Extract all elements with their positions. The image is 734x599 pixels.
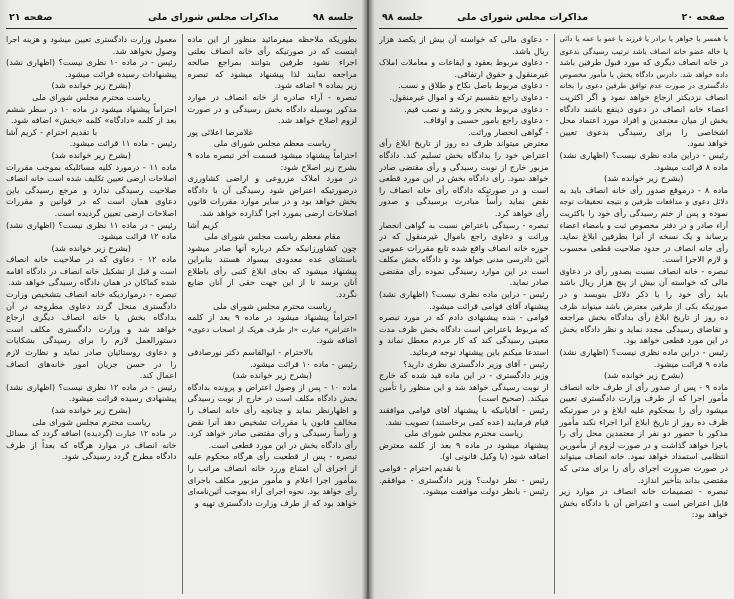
centered-heading — [560, 173, 729, 185]
text-line: - دعاوی مربوط بعقود و ایقاعات و معاملات املاک — [379, 58, 549, 68]
text-line: با تقدیم احترام - قوامی — [379, 462, 461, 473]
text-line: اینست که در صورتیکه رأی خانه انصاف بعلتی — [187, 45, 357, 56]
text-line: بعد از کلمه «دادگاه» کلمه «بخش» اضافه شود. — [10, 115, 177, 126]
column-right — [554, 34, 729, 594]
text-line: آنان برسد تا از این جهت حقی از آنان ضایع — [187, 277, 357, 288]
text-line: داده خواهد شد. دادرس دادگاه بخش یا مأمور مخصوص — [559, 69, 728, 79]
text-line: معمول وزارت دادگستری تعیین میشود و هزینه اجرا — [6, 35, 177, 44]
text-line: (بشرح زیر خوانده شد) — [51, 149, 131, 160]
page-number: صفحه ۲۰ — [681, 11, 725, 23]
page-left — [0, 0, 362, 599]
text-line: اصلاحات ارضی بمورد اجرا گذارده خواهد شد. — [199, 207, 357, 218]
paragraph — [379, 80, 549, 92]
text-line: رئیس - بانظر دولت موافقت میشود. — [422, 486, 549, 497]
text-line: اعتراض خود را بدادگاه بخش تسلیم کند. دادگاه — [379, 149, 549, 160]
text-line: دلائل دعوی و مدافعات طرفین و نتیجه تحقیقات توجه — [559, 197, 728, 207]
text-line: رئیس - دراین ماده نظری نیست؟ (اظهاری نشد) — [559, 347, 728, 358]
text-line: با تقدیم احترام - کریم آشا — [6, 126, 98, 137]
centered-heading — [379, 428, 549, 440]
text-line: از اجرای آن امتناع ورزد خانه انصاف مراتب را — [187, 462, 357, 473]
text-line: اضافه شود. — [316, 335, 357, 346]
paragraph — [6, 162, 177, 220]
text-line: مذکور با حضور دو نفر از معتمدین محل رأی را — [559, 428, 728, 439]
text-line: خواهد نمود. رأی دادگاه بخش در این مورد قطعی — [379, 173, 549, 184]
text-line: است در این موارد رسیدگی نموده رأی مقتضی — [379, 265, 549, 276]
paragraph — [188, 382, 358, 452]
running-title: مذاکرات مجلس شورای ملی — [148, 11, 279, 23]
text-line: میکند. (صحیح است) — [477, 393, 549, 404]
text-line: ریاست معظم مجلس شورای ملی — [213, 138, 331, 149]
text-line: - دعاوی مالی که خواسته آن بیش از یکصد هزار — [379, 34, 549, 44]
text-line: رأی خواهد کرد. — [494, 207, 549, 218]
centered-heading — [6, 92, 177, 104]
paragraph — [188, 451, 358, 509]
text-line: (بشرح زیر خوانده شد) — [51, 405, 131, 415]
text-line: احتراماً پیشنهاد میشود در ماده ۱۰ در سطر ششم — [6, 104, 177, 114]
paragraph — [6, 428, 177, 463]
text-line: انتظامی استمداد خواهد نمود. خانه انصاف میتواند — [559, 452, 728, 462]
text-line: - دعاوی راجع بامور حسبی و اوقاف. — [423, 115, 549, 126]
signature-line — [188, 347, 358, 359]
text-line: رئیس - ماده ۱۱ قرائت میشود. — [69, 138, 177, 149]
text-line: مالی که خواسته آن بیش از پنج هزار ریال باشد — [559, 277, 728, 288]
column-left — [379, 34, 554, 594]
paragraph — [379, 92, 549, 104]
signature-line — [6, 127, 177, 139]
text-line: دادگستری منحل گردد دعاوی مطروحه در آن — [6, 300, 177, 311]
text-line: کریم آشا — [187, 219, 219, 230]
running-title: مذاکرات مجلس شورای ملی — [457, 11, 588, 23]
text-line: مقام معظم ریاست مجلس شورای ملی — [204, 231, 341, 242]
text-line: ریاست محترم مجلس شورای ملی — [32, 416, 151, 427]
paragraph — [6, 289, 177, 382]
page-number: صفحه ۲۱ — [9, 11, 53, 23]
text-line: مأمور اجرا که از طرف وزارت دادگستری تعیین — [559, 393, 728, 404]
text-line: در صورت ضرورت اجرای رأی را برای مدتی که — [559, 462, 728, 473]
session-number: جلسه ۹۸ — [382, 11, 424, 23]
paragraph — [379, 440, 549, 463]
centered-heading — [6, 243, 177, 255]
text-line: رأی خانه انصاف در حدود صلاحیت قطعی محسوب — [559, 243, 728, 253]
paragraph — [6, 104, 177, 127]
text-line: خواهد بود که از طرف وزارت دادگستری تهیه و — [194, 497, 357, 508]
text-line: رئیس - ماده ۱۰ قرائت میشود. — [250, 358, 357, 369]
text-line: زیر بماده ۹ اضافه شود. — [274, 80, 357, 91]
text-line: احتراماً پیشنهاد میشود در ماده ۹ بعد از کلمه — [187, 312, 357, 323]
text-line: رئیس - در ماده ۱۱ نظری نیست؟ (اظهاری نشد) — [6, 219, 177, 230]
centered-heading — [6, 405, 177, 417]
text-line: ماده ۸ قرائت میشود. — [653, 161, 728, 172]
text-line: - دعاوی راجع بتقسیم ترکه و اموال غیرمنقول. — [389, 91, 549, 102]
text-line: رئیس - دراین ماده نظری نیست؟ (اظهاری نشد) — [559, 149, 728, 160]
text-line: مقتضی بداند بتأخیر اندازد. — [637, 474, 728, 485]
paragraph — [560, 486, 729, 521]
text-line: بطوریکه ملاحظه میفرمائید منظور از این ماده — [187, 34, 357, 44]
text-line: مزبور خارج از نوبت رسیدگی و رأی مقتضی صادر — [379, 162, 549, 172]
signature-line — [188, 220, 358, 232]
paragraph — [379, 405, 549, 428]
header-inner — [148, 12, 354, 23]
paragraph — [560, 382, 729, 486]
paragraph — [6, 382, 177, 405]
centered-heading — [188, 231, 358, 243]
text-columns — [379, 34, 728, 594]
paragraph — [188, 312, 358, 347]
text-line: حوزه خانه انصاف واقع شده تابع مقررات عمومی — [379, 242, 549, 253]
text-line: - دعاوی مربوط بحجر و رشد و نصب قیم. — [404, 103, 549, 114]
text-line: ماده ۱۱ - درمورد کلیه مسائلیکه بموجب مقررات — [6, 161, 177, 172]
text-line: قابل اعتراض است و اعتراض آن با دادگاه بخش — [559, 497, 728, 508]
text-line: را در حسن جریان امور خانه‌های انصاف — [6, 358, 177, 369]
text-line: رئیس - در ماده ۱۰ نظری نیست؟ (اظهاری نشد) — [6, 57, 177, 68]
centered-heading — [188, 370, 358, 382]
text-line: وزیر دادگستری - در این ماده قید شده که خارج — [379, 370, 549, 381]
text-line: ریاست محترم مجلس شورای ملی — [404, 428, 523, 439]
text-line: - دعاوی مربوط باصل نکاح و طلاق و نسب. — [397, 80, 549, 91]
paragraph — [188, 359, 358, 371]
text-line: خواهد شد و وزارت دادگستری مکلف است — [6, 323, 177, 334]
paragraph — [379, 57, 549, 80]
page-right — [374, 0, 734, 599]
paragraph — [379, 312, 549, 358]
text-line: پیشنهاد میشود که بجای ابلاغ کتبی رأی باطلاع — [187, 265, 357, 276]
text-line: شده کماکان در همان دادگاه رسیدگی خواهد شد. — [8, 277, 177, 288]
text-line: ماده ۹ قرائت میشود. — [653, 358, 728, 369]
text-line: و دعاوی روستائیان صادر نماید و نظارت لازم — [6, 347, 177, 358]
text-line: صلاحیت رسیدگی ندارد و مرجع رسیدگی باین — [6, 184, 177, 195]
text-line: اصلاحات ارضی تعیین گردیده است. — [54, 207, 177, 218]
text-line: چون کشاورزانیکه حکم درباره آنها صادر میشود — [187, 242, 357, 253]
paragraph — [379, 475, 549, 498]
text-line: در مورد املاک مزروعی و اراضی کشاورزی — [187, 173, 357, 184]
text-line: ریال باشد. — [512, 45, 549, 56]
paragraph — [6, 138, 177, 150]
text-line: اعضاء خانه انصاف در دعوی ذینفع باشند دادگاه — [559, 103, 728, 114]
column-left — [6, 34, 182, 594]
text-line: صورتیکه یکی از طرفین معترض باشد میتواند ظرف — [559, 301, 728, 311]
text-line: تبصره - خانه انصاف نسبت بصدور رأی در دعاوی — [559, 266, 728, 276]
text-line: - گواهی انحصار وراثت. — [468, 126, 549, 137]
text-line: پیشنهاد آقای قوامی قرائت میشود. — [429, 300, 549, 311]
paragraph — [379, 127, 549, 139]
text-line: ریاست محترم مجلس شورای ملی — [213, 300, 332, 311]
text-line: آئین دادرسی مدنی خواهد بود و دادگاه بخش مکلف — [379, 255, 549, 265]
centered-heading — [188, 301, 358, 313]
text-line: معینی رسیدگی کند که کار مردم معطل نماند و — [379, 335, 549, 346]
text-line: در خانه انصاف دیگری که مورد قبول طرفین باشد — [559, 58, 728, 68]
text-line: یا خاله عضو خانه انصاف باشد ترتیب رسیدگی بدعوی — [559, 46, 728, 56]
text-line: از نوبت رسیدگی خواهد شد و این منظور را تأمین — [379, 382, 549, 392]
text-line: و لازم الاجرا است. — [662, 254, 728, 265]
text-line: غلامرضا اعلائی پور — [187, 126, 253, 137]
text-line: رئیس - نظر دولت؟ وزیر دادگستری - موافقم. — [379, 474, 549, 485]
text-line: رئیس - آقای وزیر دادگستری نظری دارید؟ — [403, 358, 549, 369]
text-line: اشخاصی را برای رسیدگی بدعوی تعیین — [559, 126, 728, 137]
text-line: تبصره - تصمیمات خانه انصاف در موارد زیر — [559, 486, 728, 497]
text-line: اعمال کند. — [139, 370, 177, 381]
paragraph — [6, 57, 177, 80]
centered-heading — [6, 150, 177, 162]
text-line: (بشرح زیر خوانده شد) — [232, 370, 312, 381]
text-line: رئیس - در ماده ۱۲ نظری نیست؟ (اظهاری نشد) — [6, 381, 177, 392]
paragraph — [379, 104, 549, 116]
text-line: بشرح زیر اصلاح شود: — [280, 161, 357, 172]
text-line: صادر نماید. — [509, 277, 549, 288]
paragraph — [560, 150, 729, 173]
text-line: نموده و پس از ختم رسیدگی رأی خود را باکثریت — [559, 208, 728, 218]
text-line: خانه انصاف در موارد هرگاه که بعداً از طرف — [6, 439, 177, 450]
centered-heading — [188, 138, 358, 150]
text-line: نقض نماید رأساً مبادرت برسیدگی و صدور — [379, 196, 549, 207]
text-line: میشود رأی را بمحکوم علیه ابلاغ و در صورتیکه — [559, 405, 728, 415]
text-line: در ماده ۱۲ عبارت (گردیده) اضافه گردد که مسائل — [6, 429, 177, 439]
paragraph — [560, 185, 729, 266]
text-line: دعاوی همان است که در قوانین و مقررات — [6, 196, 177, 207]
text-line: ریاست محترم مجلس شورای ملی — [32, 91, 151, 102]
text-line: است و قبل از تشکیل خانه انصاف در دادگاه اقامه — [6, 266, 177, 276]
text-line: و تقاضای رسیدگی مجدد نماید و نظر دادگاه بخش — [559, 324, 728, 334]
paragraph — [188, 34, 358, 92]
paragraph — [379, 138, 549, 219]
text-line: درصورتیکه اعتراض شود رسیدگی آن با دادگاه — [187, 184, 357, 195]
centered-heading — [6, 417, 177, 429]
text-line: رئیس - آقایانیکه با پیشنهاد آقای قوامی موافقند — [379, 405, 549, 415]
text-line: رأی دادگاه بخش در این مورد قطعی است. — [208, 439, 357, 450]
text-line: رئیس - دراین ماده نظری نیست؟ (اظهاری نشد) — [379, 289, 549, 300]
text-line: قیام فرمایند (عده کمی برخاستند) تصویب نشد. — [385, 416, 549, 427]
text-line: مذکور بوسیله دادگاه بخش رسیدگی و در صورت — [187, 103, 357, 114]
text-line: و رأساً رسیدگی و رأی مقتضی صادر خواهد کرد. — [187, 428, 357, 439]
text-columns — [6, 34, 357, 594]
paragraph — [560, 34, 729, 150]
text-line: پیشنهادی رسیده قرائت میشود. — [68, 393, 177, 404]
text-line: استدعا میکنم باین پیشنهاد توجه فرمائید. — [409, 347, 549, 358]
text-line: در این مورد قطعی خواهد بود. — [623, 335, 728, 346]
paragraph — [379, 359, 549, 371]
centered-heading — [6, 80, 177, 92]
text-line: دستورالعمل لازم را برای رسیدگی بشکایات — [6, 335, 177, 346]
text-line: (بشرح زیر خوانده شد) — [51, 80, 131, 91]
text-line: رأی خواهد بود. نحوه اجرای آراء بموجب آئین‌نامه‌ای — [187, 487, 357, 497]
paragraph — [188, 92, 358, 127]
text-line: تبصره - آراء صادره از خانه انصاف در موارد — [187, 91, 357, 102]
session-number: جلسه ۹۸ — [312, 11, 354, 23]
paragraph — [6, 220, 177, 243]
text-line: وصول نخواهد شد. — [112, 45, 177, 56]
text-line: ماده ۱۰ - پس از وصول اعتراض و پرونده بدادگاه — [187, 382, 357, 392]
text-line: ماده ۱۲ - دعاوی که در صلاحیت خانه انصاف — [6, 254, 177, 265]
text-line: است و در صورتیکه دادگاه رأی خانه انصاف را — [379, 184, 549, 195]
text-line: بالاحترام - ابوالقاسم دکتر نورصادقی — [187, 347, 314, 358]
paragraph — [188, 173, 358, 219]
paragraph — [6, 34, 177, 57]
paragraph — [188, 150, 358, 173]
signature-line — [379, 463, 549, 475]
text-line: تبصره - درمواردیکه خانه انصاف بتشخیص وزارت — [6, 289, 177, 300]
text-line: ماده ۹ - پس از صدور رأی از طرف خانه انصاف — [559, 381, 728, 392]
text-line: پیشنهادات رسیده قرائت میشود. — [65, 68, 177, 79]
page-gutter — [362, 0, 374, 599]
text-line: اصلاحات ارضی تعیین تکلیف شده است خانه انصاف — [6, 174, 177, 184]
paragraph — [379, 220, 549, 290]
text-line: با همسر یا خواهر یا برادر یا فرزند یا عمو یا عمه یا دائی — [559, 35, 728, 43]
text-line: قوامی - بنده پیشنهادی دادم که در مورد تبصره — [379, 312, 549, 323]
text-line: پیشنهاد میشود در ماده ۹ بعد از کلمه معترض — [379, 439, 549, 450]
text-line: وراثت و دعاوی راجع باموال غیرمنقول که در — [379, 231, 549, 242]
header-inner — [382, 12, 588, 23]
text-line: برساند و یک نسخه از آنرا بطرفین ابلاغ نماید. — [559, 231, 728, 242]
text-line: ماده ۸ - درموقع صدور رأی خانه انصاف باید به — [559, 184, 728, 195]
text-line: (بشرح زیر خوانده شد) — [51, 242, 131, 253]
text-line: ظرف ده روز از تاریخ ابلاغ آنرا اجراء نکند مأمور — [559, 416, 728, 427]
text-line: ماده ۱۲ قرائت میشود. — [97, 231, 177, 242]
text-line: مخالف قانون یا مقررات تشخیص دهد آنرا نقض — [187, 416, 357, 427]
text-line: بمأمور اجرا اعلام و مأمور مزبور مکلف باجرای — [187, 474, 357, 485]
paragraph — [379, 115, 549, 127]
text-line: ده روز از تاریخ ابلاغ رأی بدادگاه بخش مراجعه — [559, 312, 728, 323]
text-line: باجرا خواهد گذاشت و در صورت لزوم از مأمورین — [559, 440, 728, 450]
page-header — [6, 6, 357, 29]
text-line: بخش خواهد بود و در سایر موارد مقررات قانون — [187, 196, 357, 207]
paragraph — [379, 34, 549, 57]
text-line: نگردد. — [335, 289, 357, 300]
text-line: تبصره - پس از قطعیت رأی هرگاه محکوم علیه — [187, 451, 357, 462]
paragraph — [188, 243, 358, 301]
page-header — [379, 6, 728, 29]
text-line: بدادگاه بخش یا خانه انصاف دیگری ارجاع — [6, 312, 177, 323]
text-line: دادگاه مطرح گردد رسیدگی شود. — [61, 451, 177, 462]
text-line: «اعتراض» عبارت «از طرف هریک از اصحاب دعوی» — [187, 324, 357, 334]
text-line: (بشرح زیر خوانده شد) — [604, 370, 684, 381]
text-line: که مربوط باعتراض است دادگاه بخش ظرف مدت — [379, 324, 549, 334]
text-line: بخش از میان معتمدین و افراد مورد اعتماد محل — [559, 115, 728, 126]
column-right — [182, 34, 358, 594]
text-line: اضافه شود (یا وکیل قانونی او). — [439, 451, 549, 462]
text-line: و اظهارنظر نماید و چنانچه رأی خانه انصاف را — [187, 405, 357, 415]
text-line: احتراماً پیشنهاد میشود قسمت آخر تبصره ماده ۹ — [187, 149, 357, 160]
text-line: باستثنای عده معدودی بیسواد هستند بنابراین — [187, 254, 357, 265]
signature-line — [188, 127, 358, 139]
text-line: تبصره - رسیدگی باعتراض نسبت به گواهی انحصار — [379, 220, 549, 230]
text-line: انصاف نزدیکتر ارجاع خواهد نمود و اگر اکثریت — [559, 91, 728, 102]
paragraph — [560, 347, 729, 370]
text-line: اجراء نشود طرفین بتوانند بمراجع صالحه — [187, 57, 357, 68]
text-line: بخش دادگاه مکلف است در خارج از نوبت رسیدگی — [187, 394, 357, 404]
text-line: باید رأی خود را با ذکر دلائل بنویسد و در — [559, 289, 728, 300]
text-line: غیرمنقول و حقوق ارتفاقی. — [454, 68, 549, 79]
text-line: آراء صادر و در دفتر مخصوص ثبت و بامضاء اعضاء — [559, 220, 728, 230]
text-line: خواهد نمود. — [687, 138, 728, 149]
text-line: معترض میتواند ظرف ده روز از تاریخ ابلاغ رأی — [379, 138, 549, 149]
paragraph — [560, 266, 729, 347]
text-line: لزوم اصلاح خواهد شد. — [278, 115, 357, 126]
text-line: مراجعه نمایند لذا پیشنهاد میشود که تبصره — [187, 68, 357, 79]
text-line: دادگستری در صورت عدم توافق طرفین دعوی را بخانه — [559, 81, 728, 91]
paragraph — [6, 254, 177, 289]
text-line: خواهد بود: — [691, 509, 728, 520]
text-line: (بشرح زیر خوانده شد) — [604, 173, 684, 184]
paragraph — [379, 370, 549, 405]
centered-heading — [560, 370, 729, 382]
paragraph — [379, 289, 549, 312]
